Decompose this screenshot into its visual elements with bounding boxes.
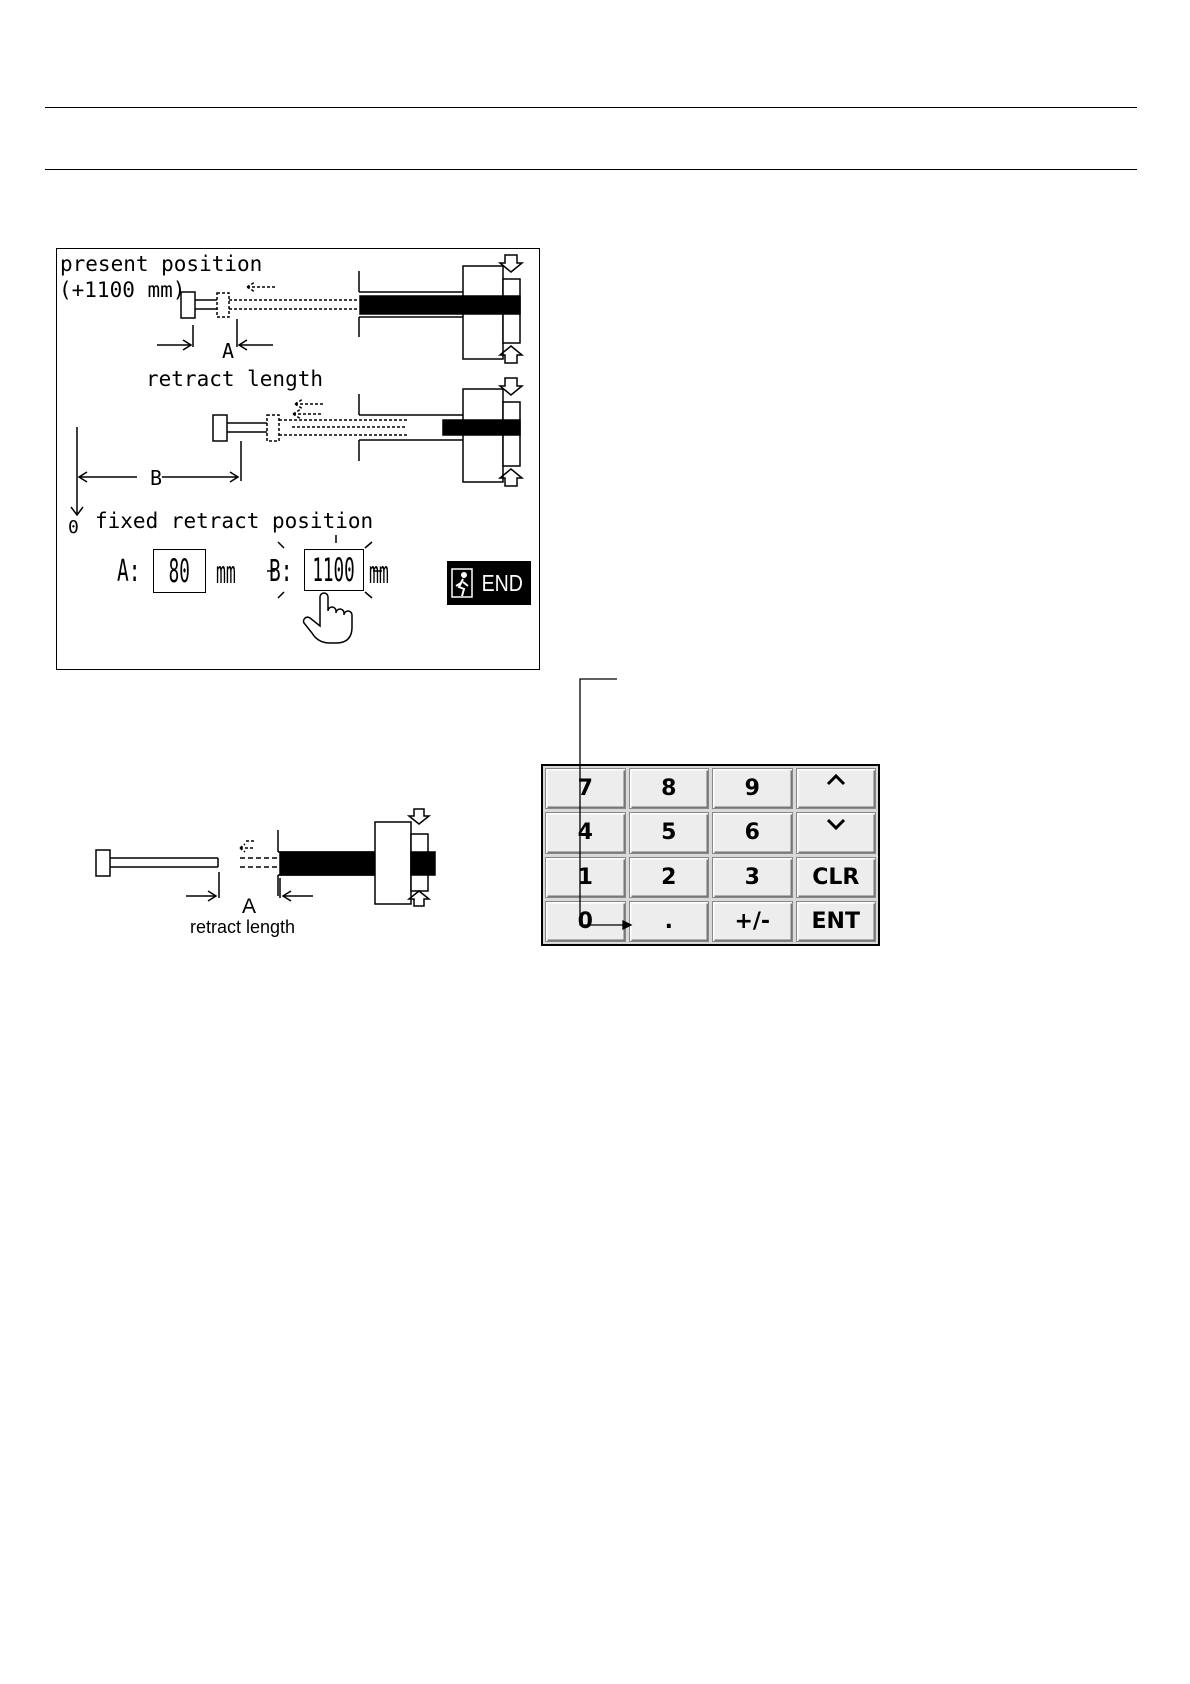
end-button[interactable] xyxy=(447,561,531,605)
key-4[interactable] xyxy=(545,812,626,853)
key-0[interactable] xyxy=(545,901,626,942)
lower-dimension-a-label: A xyxy=(242,895,257,918)
retract-length-diagram xyxy=(90,800,470,920)
key-9-label: 9 xyxy=(744,776,760,802)
zero-origin-label: 0 xyxy=(68,517,79,538)
numeric-keypad xyxy=(541,764,880,946)
field-b-unit: mm xyxy=(369,556,389,591)
retract-setting-screen xyxy=(56,248,540,670)
field-a-label: A: xyxy=(117,554,141,589)
key-sign-label: +/- xyxy=(734,908,771,934)
dimension-a-label: A xyxy=(222,339,235,363)
key-1[interactable] xyxy=(545,857,626,898)
key-decimal[interactable] xyxy=(629,901,710,942)
field-b-label: B: xyxy=(269,554,293,589)
fixed-retract-position-input[interactable] xyxy=(304,549,364,591)
key-9[interactable] xyxy=(712,768,793,809)
key-6[interactable] xyxy=(712,812,793,853)
chevron-down-icon xyxy=(825,817,847,831)
exit-person-icon xyxy=(451,568,473,598)
present-position-label: present position xyxy=(60,252,263,276)
retract-length-value: 80 xyxy=(168,552,191,590)
fixed-retract-position-value: 1100 xyxy=(312,551,356,589)
key-enter-label: ENT xyxy=(811,908,860,934)
key-2[interactable] xyxy=(629,857,710,898)
chevron-up-icon xyxy=(825,773,847,787)
key-decimal-label: . xyxy=(664,908,673,934)
present-position-value: (+1100 mm) xyxy=(59,278,186,302)
key-up[interactable] xyxy=(796,768,877,809)
key-3[interactable] xyxy=(712,857,793,898)
fixed-retract-position-label: fixed retract position xyxy=(95,509,374,533)
key-2-label: 2 xyxy=(661,864,677,890)
key-down[interactable] xyxy=(796,812,877,853)
key-sign[interactable] xyxy=(712,901,793,942)
key-8-label: 8 xyxy=(661,776,677,802)
end-button-label: END xyxy=(481,569,523,596)
key-4-label: 4 xyxy=(577,820,593,846)
key-1-label: 1 xyxy=(577,864,593,890)
key-clear-label: CLR xyxy=(812,864,860,890)
key-3-label: 3 xyxy=(744,864,760,890)
key-8[interactable] xyxy=(629,768,710,809)
field-a-unit: mm xyxy=(216,556,236,591)
retract-length-label: retract length xyxy=(146,367,324,391)
dimension-b-label: B xyxy=(150,466,163,490)
injection-unit-diagram xyxy=(57,249,541,671)
key-0-label: 0 xyxy=(577,908,593,934)
key-7-label: 7 xyxy=(577,776,593,802)
header-rule-top xyxy=(45,107,1137,108)
header-rule-bottom xyxy=(45,169,1137,170)
key-enter[interactable] xyxy=(796,901,877,942)
key-5[interactable] xyxy=(629,812,710,853)
retract-length-input[interactable] xyxy=(153,549,206,593)
key-7[interactable] xyxy=(545,768,626,809)
key-clear[interactable] xyxy=(796,857,877,898)
key-6-label: 6 xyxy=(744,820,760,846)
lower-retract-length-label: retract length xyxy=(190,917,296,937)
key-5-label: 5 xyxy=(661,820,677,846)
